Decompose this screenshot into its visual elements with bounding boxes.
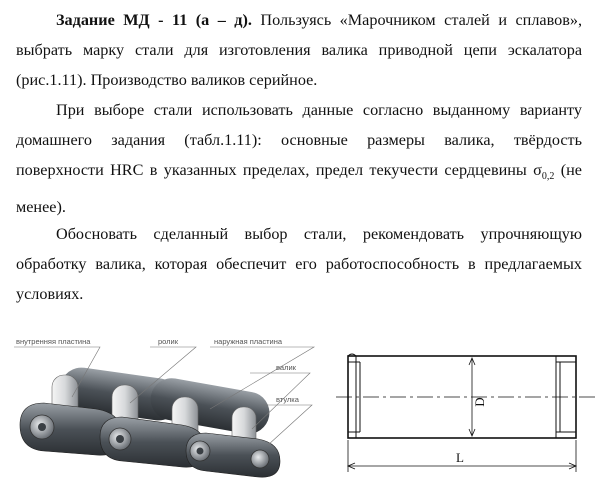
task-title: Задание МД - 11 (а – д).: [56, 11, 252, 29]
task-paragraph-1: [16, 5, 582, 95]
label-pin: валик: [276, 363, 296, 372]
pin-outline: [336, 354, 596, 472]
task-paragraph-3-text: Обосновать сделанный выбор стали, рекомендовать упрочняющую обработку валика, которая обеспечит его работоспособность в предлагаемых условиях.: [16, 225, 582, 303]
diameter-label: D: [472, 397, 487, 407]
task-paragraph-3: [16, 219, 582, 309]
label-bushing: втулка: [276, 395, 299, 404]
label-roller: ролик: [158, 337, 179, 346]
length-label: L: [456, 450, 464, 465]
task-paragraph-2-text: При выборе стали использовать данные согласно выданному варианту домашнего задания (табл.1.11): основные размеры валика, твёрдость поверхности HRC в указанных пределах, предел текучести сердцевины σ: [16, 101, 582, 179]
task-paragraph-2-end: (не менее).: [16, 161, 582, 217]
task-paragraph-2: [16, 95, 582, 222]
label-inner-plate: внутренняя пластина: [16, 337, 91, 346]
pin-technical-drawing: [334, 340, 604, 486]
label-outer-plate: наружная пластина: [214, 337, 283, 346]
roller-chain-illustration: [0, 325, 330, 486]
task-paragraph-1-text: Пользуясь «Марочником сталей и сплавов», выбрать марку стали для изготовления валика приводной цепи эскалатора (рис.1.11). Производство валиков серийное.: [16, 11, 582, 89]
sigma-subscript: 0,2: [541, 171, 555, 183]
